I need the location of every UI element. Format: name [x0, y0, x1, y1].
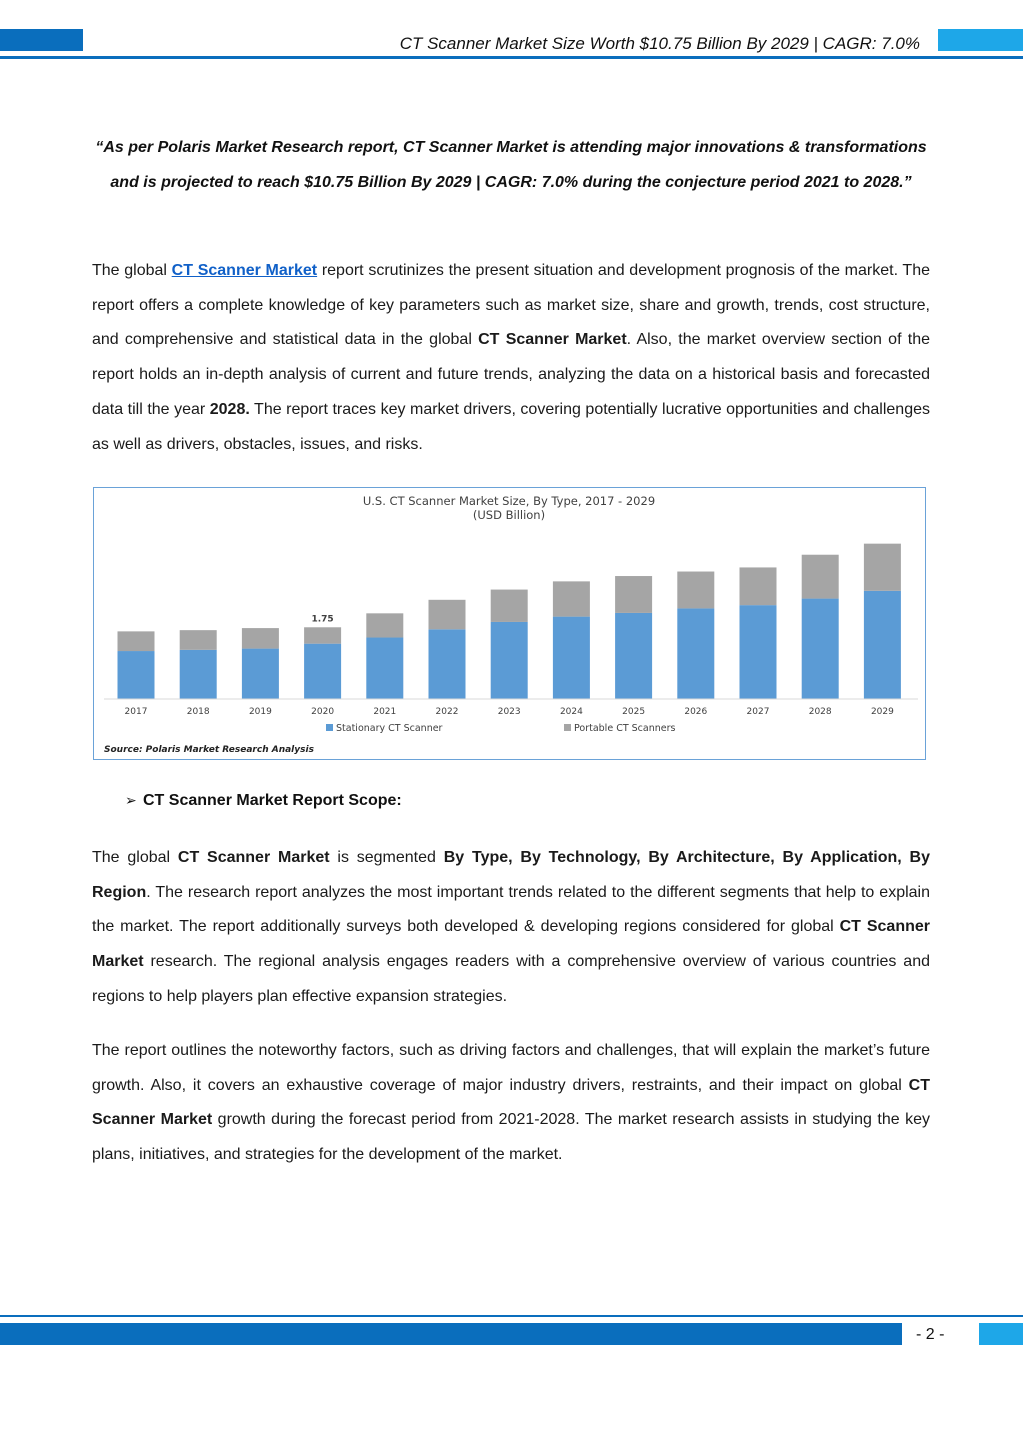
- bar-portable-2025: [615, 576, 652, 613]
- bar-stationary-2029: [864, 591, 901, 699]
- x-tick-label-2025: 2025: [622, 707, 646, 717]
- bar-stationary-2024: [553, 617, 590, 699]
- segmentation-paragraph: The global CT Scanner Market is segmented By Type, By Technology, By Architecture, By Application, By Region. The research report analyzes the most important trends related to the different segments that help to explain the market. The report additionally surveys both developed & developing regions considered for global CT Scanner Market research. The regional analysis engages readers with a comprehensive overview of various countries and regions to help players plan effective expansion strategies.: [92, 849, 931, 1005]
- bar-portable-2021: [366, 613, 403, 637]
- bar-stationary-2027: [740, 605, 777, 699]
- chart-subtitle: (USD Billion): [472, 508, 546, 522]
- legend-swatch-portable: [564, 724, 571, 731]
- x-tick-label-2022: 2022: [435, 707, 459, 717]
- intro-paragraph: The global CT Scanner Market report scrutinizes the present situation and development prognosis of the market. The report offers a complete knowledge of key parameters such as market size, share and growth, trends, cost structure, and comprehensive and statistical data in the global CT Scanner Market. Also, the market overview section of the report holds an in-depth analysis of current and future trends, analyzing the data on a historical basis and forecasted data till the year 2028. The report traces key market drivers, covering potentially lucrative opportunities and challenges as well as drivers, obstacles, issues, and risks.: [92, 262, 931, 453]
- bar-portable-2019: [242, 628, 279, 648]
- summary-quote: “As per Polaris Market Research report, CT Scanner Market is attending major innovations & transformations and is projected to reach $10.75 Billion By 2029 | CAGR: 7.0% during the conjecture period 2021 to 2028.”: [95, 139, 927, 191]
- data-label-2020: 1.75: [311, 614, 334, 625]
- bar-portable-2020: [304, 627, 341, 643]
- chart-bars: [118, 544, 901, 699]
- bar-stationary-2028: [802, 599, 839, 699]
- x-tick-label-2018: 2018: [186, 707, 210, 717]
- bar-portable-2028: [802, 555, 839, 599]
- bar-portable-2027: [740, 567, 777, 605]
- bar-stationary-2026: [677, 608, 714, 699]
- bar-stationary-2020: [304, 644, 341, 699]
- bar-portable-2026: [677, 572, 714, 609]
- bar-portable-2029: [864, 544, 901, 591]
- x-tick-label-2029: 2029: [870, 707, 894, 717]
- x-tick-label-2024: 2024: [559, 707, 583, 717]
- bar-stationary-2022: [429, 629, 466, 699]
- x-tick-label-2023: 2023: [497, 707, 521, 717]
- footer-rule: [0, 1315, 1023, 1317]
- ct-scanner-market-link[interactable]: CT Scanner Market: [171, 262, 318, 279]
- bar-portable-2024: [553, 581, 590, 616]
- bar-portable-2017: [118, 631, 155, 651]
- bar-stationary-2023: [491, 622, 528, 699]
- chart-source: Source: Polaris Market Research Analysis: [104, 745, 314, 755]
- bar-portable-2023: [491, 590, 528, 622]
- x-tick-label-2026: 2026: [684, 707, 708, 717]
- market-size-chart: [93, 487, 926, 760]
- bar-stationary-2021: [366, 638, 403, 699]
- legend-label-portable: Portable CT Scanners: [574, 723, 676, 734]
- chart-svg: [94, 488, 925, 759]
- chart-annotations: [311, 614, 333, 624]
- chart-x-labels: [125, 707, 895, 717]
- header-accent-bar-right: [938, 29, 1023, 51]
- arrow-bullet-icon: ➢: [125, 792, 137, 808]
- legend-label-stationary: Stationary CT Scanner: [336, 723, 443, 734]
- factors-paragraph: The report outlines the noteworthy factors, such as driving factors and challenges, that will explain the market’s future growth. Also, it covers an exhaustive coverage of major industry drivers, restraints, and their impact on global CT Scanner Market growth during the forecast period from 2021-2028. The market research assists in studying the key plans, initiatives, and strategies for the development of the market.: [92, 1042, 930, 1164]
- x-tick-label-2019: 2019: [248, 707, 272, 717]
- x-tick-label-2027: 2027: [746, 707, 770, 717]
- chart-title: U.S. CT Scanner Market Size, By Type, 2017 - 2029: [362, 494, 656, 508]
- legend-swatch-stationary: [326, 724, 333, 731]
- x-tick-label-2028: 2028: [808, 707, 832, 717]
- page-number: - 2 -: [916, 1326, 945, 1343]
- x-tick-label-2021: 2021: [373, 707, 397, 717]
- bar-stationary-2025: [615, 613, 652, 699]
- chart-legend: [326, 723, 676, 734]
- scope-heading: ➢ CT Scanner Market Report Scope:: [125, 792, 402, 809]
- header-title: CT Scanner Market Size Worth $10.75 Billion By 2029 | CAGR: 7.0%: [399, 34, 920, 53]
- header-accent-bar-left: [0, 29, 83, 51]
- x-tick-label-2020: 2020: [311, 707, 335, 717]
- bar-portable-2018: [180, 630, 217, 650]
- x-tick-label-2017: 2017: [124, 707, 148, 717]
- bar-stationary-2017: [118, 651, 155, 699]
- bar-stationary-2019: [242, 649, 279, 699]
- header-rule: [0, 56, 1023, 59]
- bar-stationary-2018: [180, 650, 217, 699]
- footer-accent-bar-right: [979, 1323, 1023, 1345]
- bar-portable-2022: [429, 600, 466, 630]
- footer-accent-bar-left: [0, 1323, 902, 1345]
